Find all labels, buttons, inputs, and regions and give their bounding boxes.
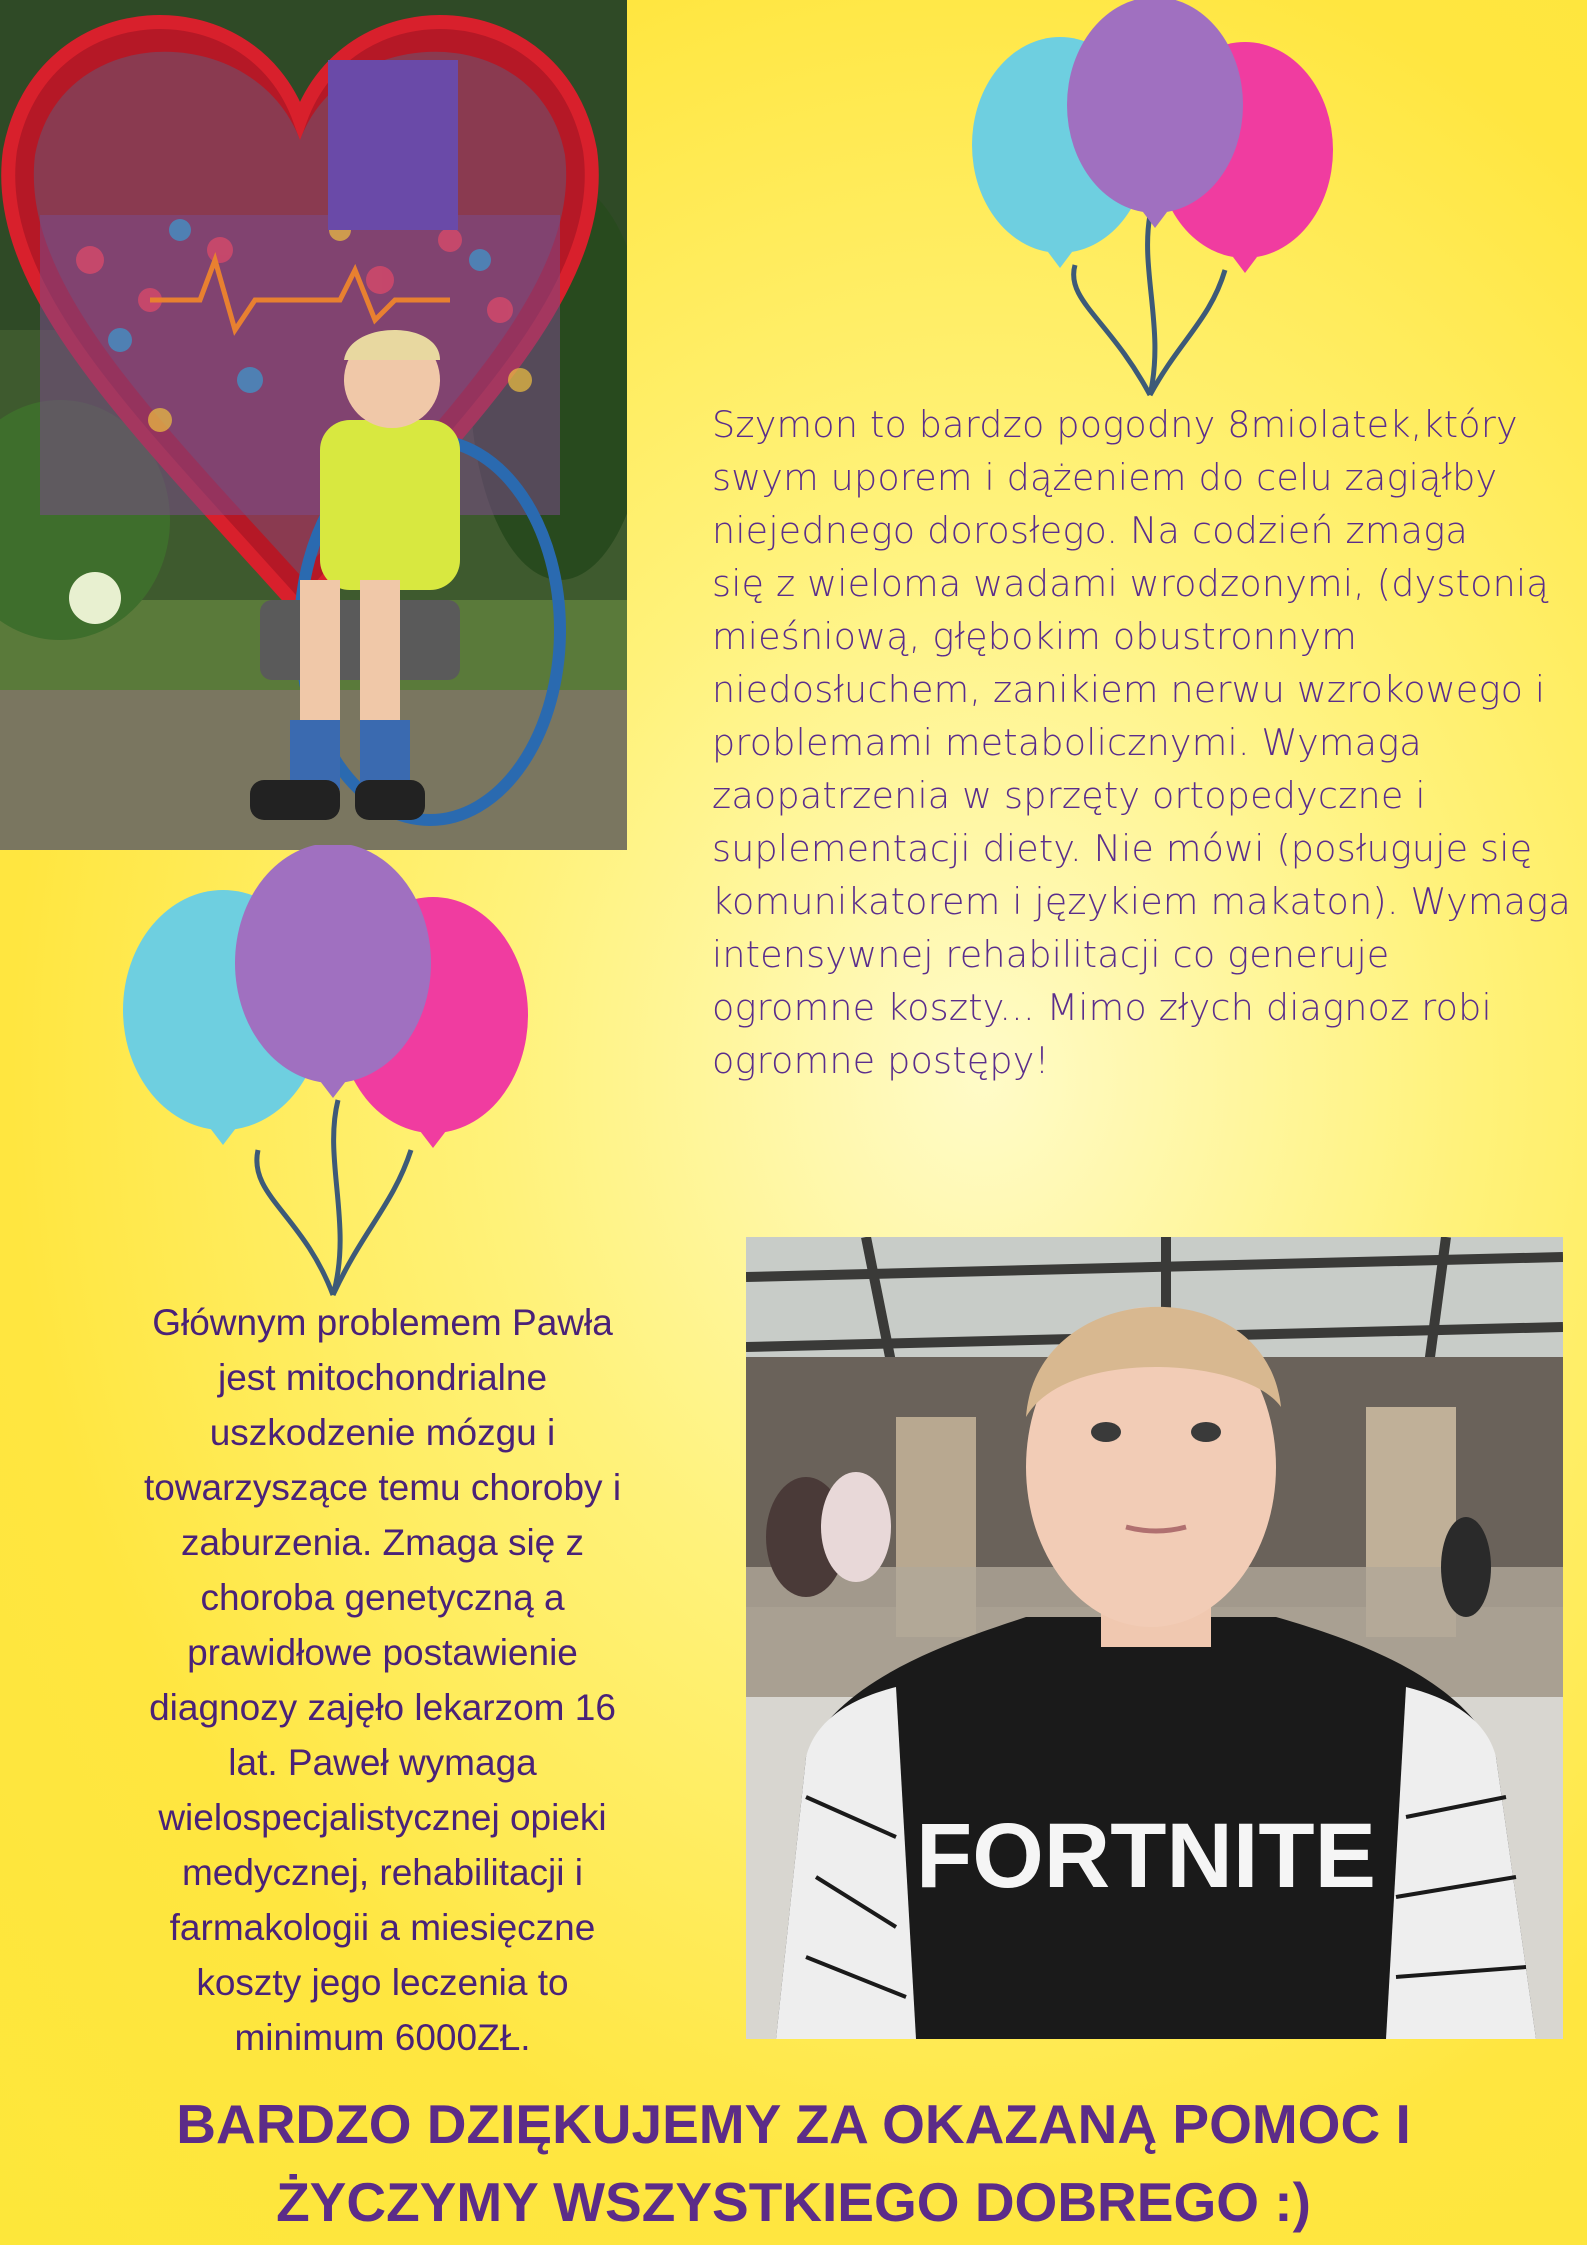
balloons-decoration-left xyxy=(118,845,558,1305)
story-pawel-line: lat. Paweł wymaga xyxy=(228,1742,537,1783)
story-pawel xyxy=(100,1295,665,2065)
photo-pawel xyxy=(746,1237,1563,2039)
story-szymon-line: Szymon to bardzo pogodny 8miolatek,który xyxy=(712,403,1518,446)
thanks-line-1: BARDZO DZIĘKUJEMY ZA OKAZANĄ POMOC I xyxy=(176,2093,1411,2155)
story-pawel-line: wielospecjalistycznej opieki xyxy=(158,1797,607,1838)
thanks-message xyxy=(0,2085,1587,2241)
story-szymon-line: swym uporem i dążeniem do celu zagiąłby xyxy=(712,456,1498,499)
photo-szymon xyxy=(0,0,627,850)
story-pawel-line: diagnozy zajęło lekarzom 16 xyxy=(149,1687,616,1728)
story-pawel-line: Głównym problemem Pawła xyxy=(152,1302,613,1343)
story-szymon-line: ogromne koszty... Mimo złych diagnoz robi xyxy=(712,986,1492,1029)
thanks-line-2: ŻYCZYMY WSZYSTKIEGO DOBREGO :) xyxy=(276,2171,1311,2233)
story-pawel-line: koszty jego leczenia to xyxy=(196,1962,569,2003)
story-szymon-line: niedosłuchem, zanikiem nerwu wzrokowego i xyxy=(712,668,1546,711)
story-pawel-line: farmakologii a miesięczne xyxy=(169,1907,596,1948)
story-pawel-line: towarzyszące temu choroby i xyxy=(143,1467,622,1508)
story-pawel-line: uszkodzenie mózgu i xyxy=(209,1412,556,1453)
story-szymon-line: niejednego dorosłego. Na codzień zmaga xyxy=(712,509,1468,552)
story-pawel-line: choroba genetyczną a xyxy=(200,1577,565,1618)
story-pawel-line: zaburzenia. Zmaga się z xyxy=(180,1522,585,1563)
shirt-print-text: FORTNITE xyxy=(916,1805,1376,1907)
balloons-decoration-top xyxy=(960,0,1360,410)
story-pawel-line: medycznej, rehabilitacji i xyxy=(181,1852,583,1893)
story-szymon-line: się z wieloma wadami wrodzonymi, (dystonią xyxy=(712,562,1549,605)
story-szymon-line: suplementacji diety. Nie mówi (posługuje się xyxy=(712,827,1533,870)
story-szymon-line: zaopatrzenia w sprzęty ortopedyczne i xyxy=(712,774,1426,817)
story-szymon-line: ogromne postępy! xyxy=(712,1039,1050,1082)
story-szymon xyxy=(712,398,1572,1087)
story-pawel-line: prawidłowe postawienie xyxy=(187,1632,578,1673)
story-szymon-line: mieśniową, głębokim obustronnym xyxy=(712,615,1357,658)
story-szymon-line: problemami metabolicznymi. Wymaga xyxy=(712,721,1422,764)
story-szymon-line: intensywnej rehabilitacji co generuje xyxy=(712,933,1390,976)
story-pawel-line: jest mitochondrialne xyxy=(217,1357,548,1398)
story-pawel-line: minimum 6000ZŁ. xyxy=(234,2017,531,2058)
story-szymon-line: komunikatorem i językiem makaton). Wymaga xyxy=(712,880,1571,923)
